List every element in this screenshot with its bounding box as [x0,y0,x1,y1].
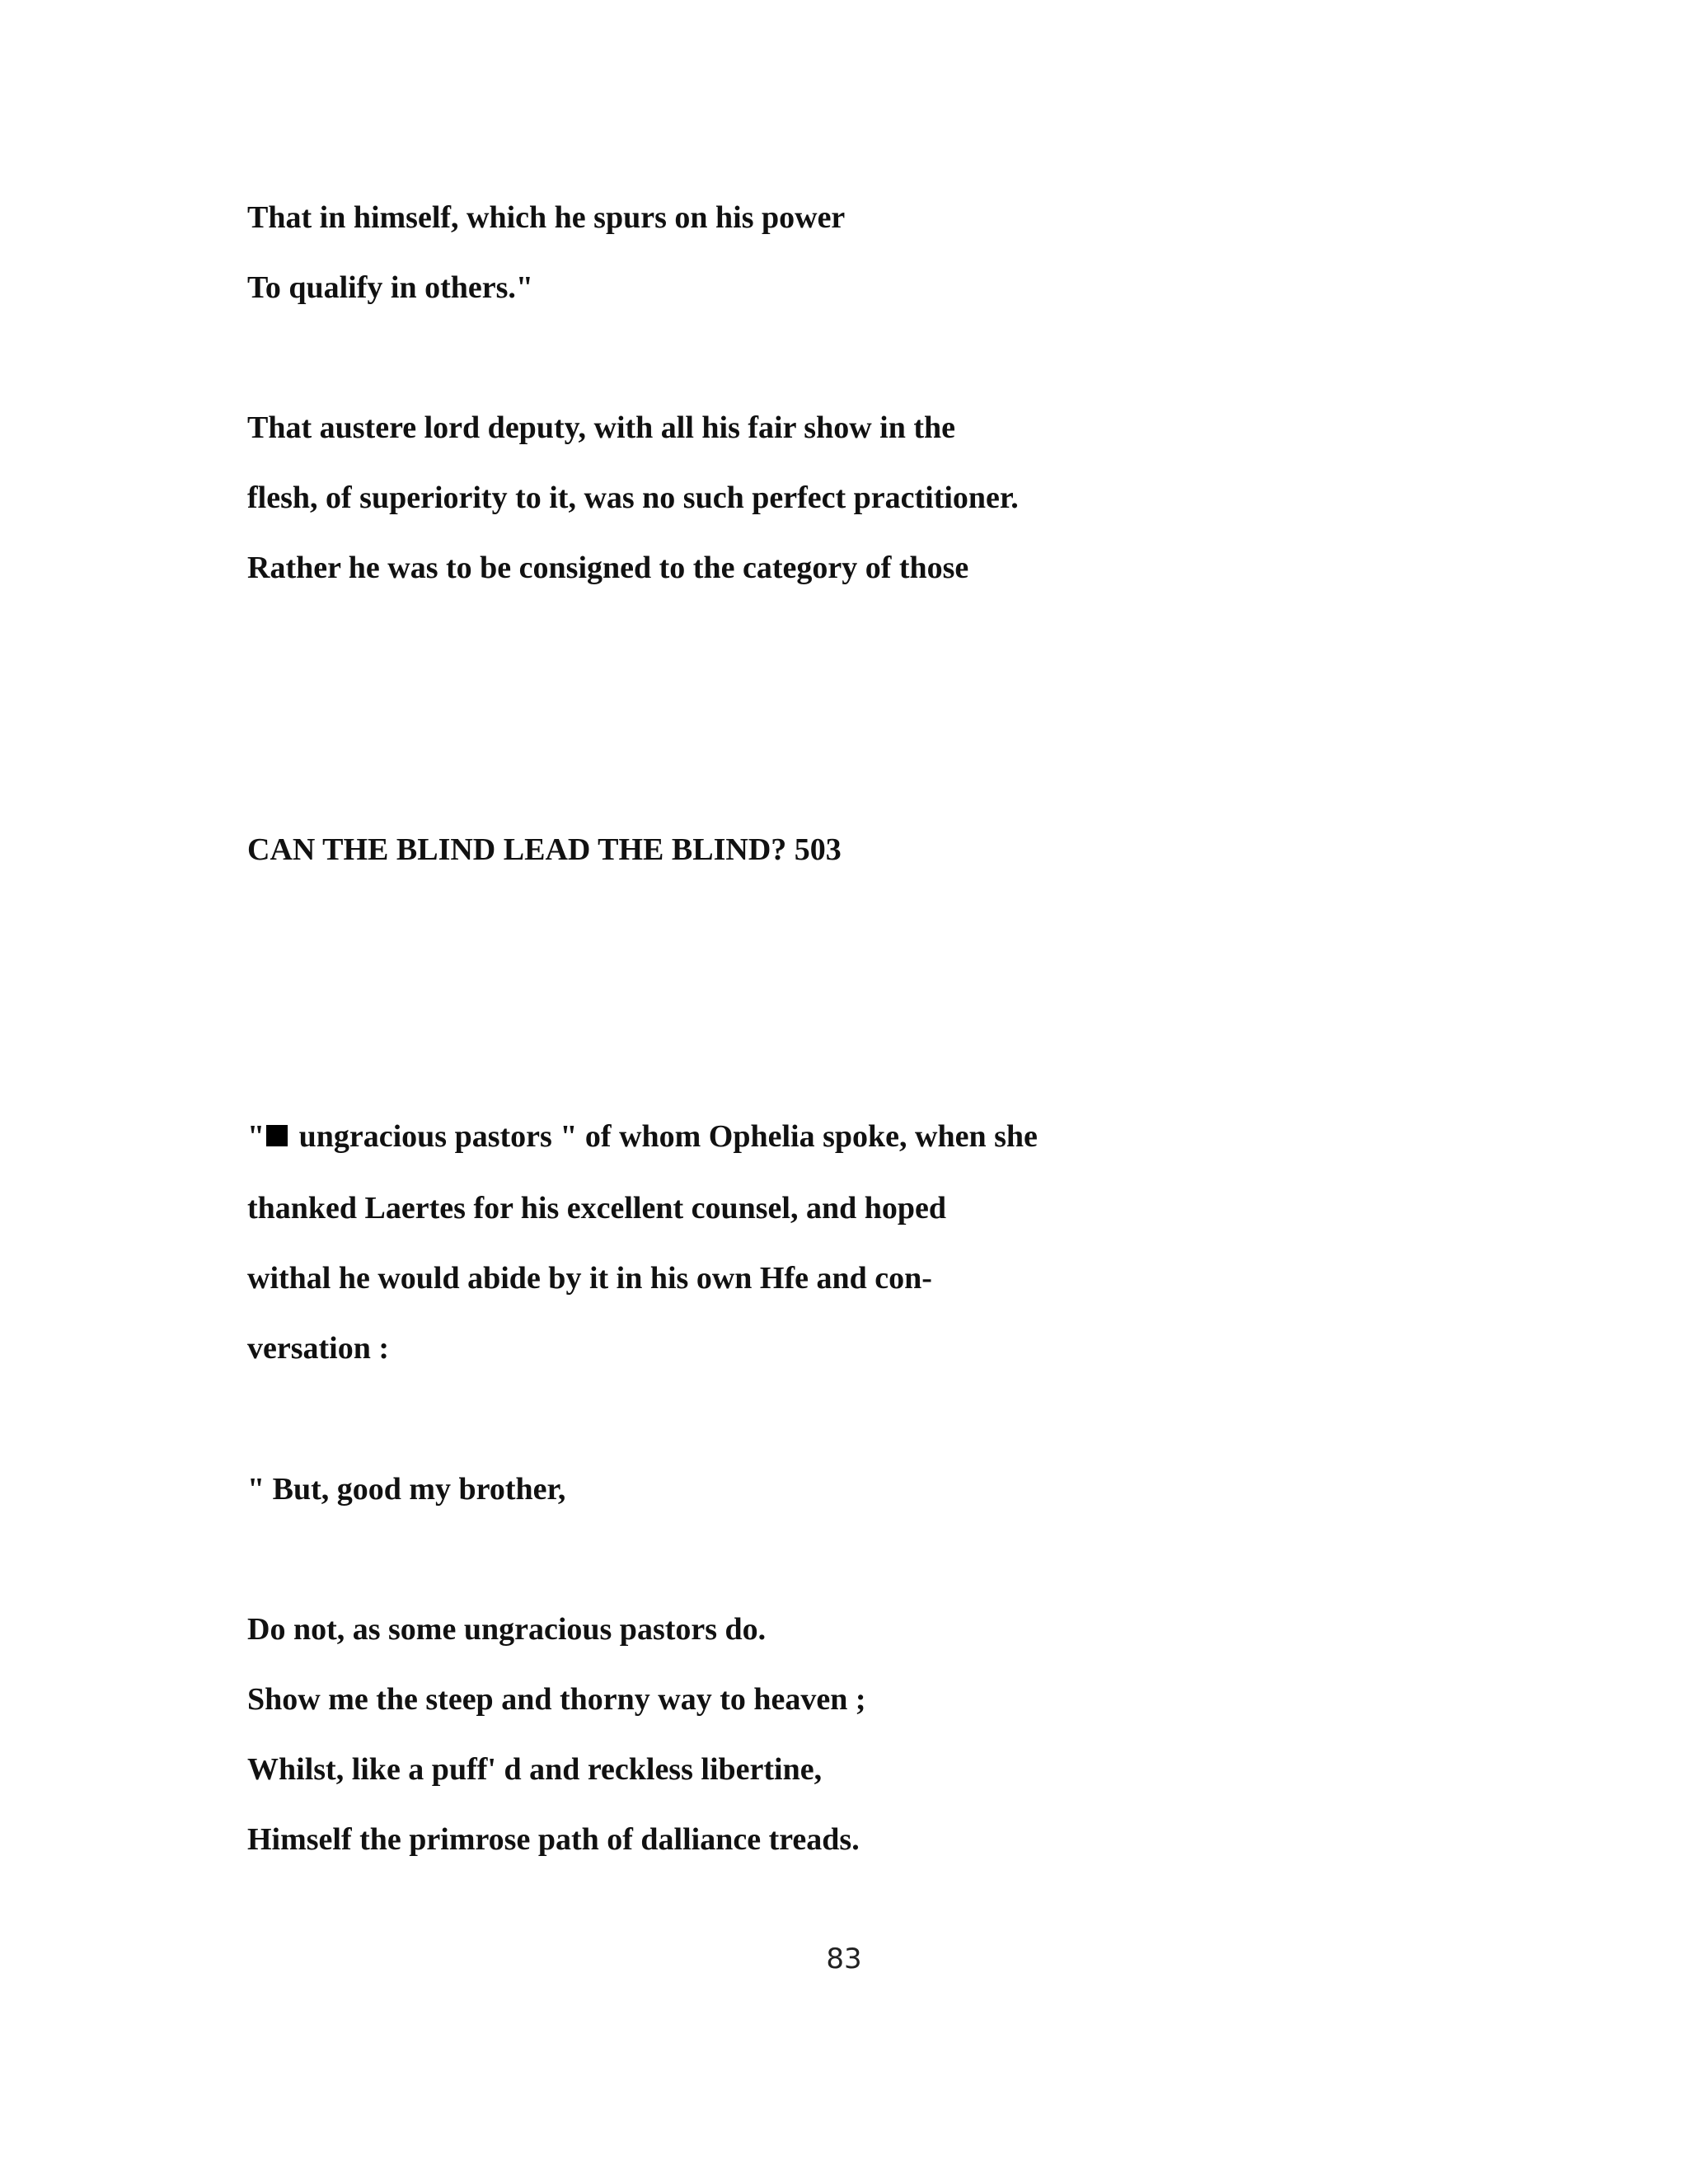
open-quote: " [247,1119,265,1154]
text-line: flesh, of superiority to it, was no such perfect practitioner. [247,480,1019,515]
black-square-glyph-icon [266,1125,288,1146]
verse-line: Show me the steep and thorny way to heaven ; [247,1682,866,1717]
verse-line: Himself the primrose path of dalliance treads. [247,1822,860,1857]
text-line: Rather he was to be consigned to the category of those [247,551,969,585]
text-line: versation : [247,1331,390,1366]
text-line: That austere lord deputy, with all his fair show in the [247,410,955,445]
verse-line: Whilst, like a puff' d and reckless libertine, [247,1752,823,1787]
text-fragment: ungracious pastors " of whom Ophelia spoke, when she [291,1119,1038,1154]
text-line: thanked Laertes for his excellent counsel, and hoped [247,1191,947,1226]
text-line: " But, good my brother, [247,1472,566,1507]
running-header: CAN THE BLIND LEAD THE BLIND? 503 [247,832,842,867]
text-line: withal he would abide by it in his own Hfe and con- [247,1261,932,1296]
verse-line: Do not, as some ungracious pastors do. [247,1612,767,1647]
text-line: To qualify in others." [247,270,533,305]
text-line: That in himself, which he spurs on his power [247,200,846,235]
page-number: 83 [826,1943,862,1975]
text-line [247,1121,1038,1152]
